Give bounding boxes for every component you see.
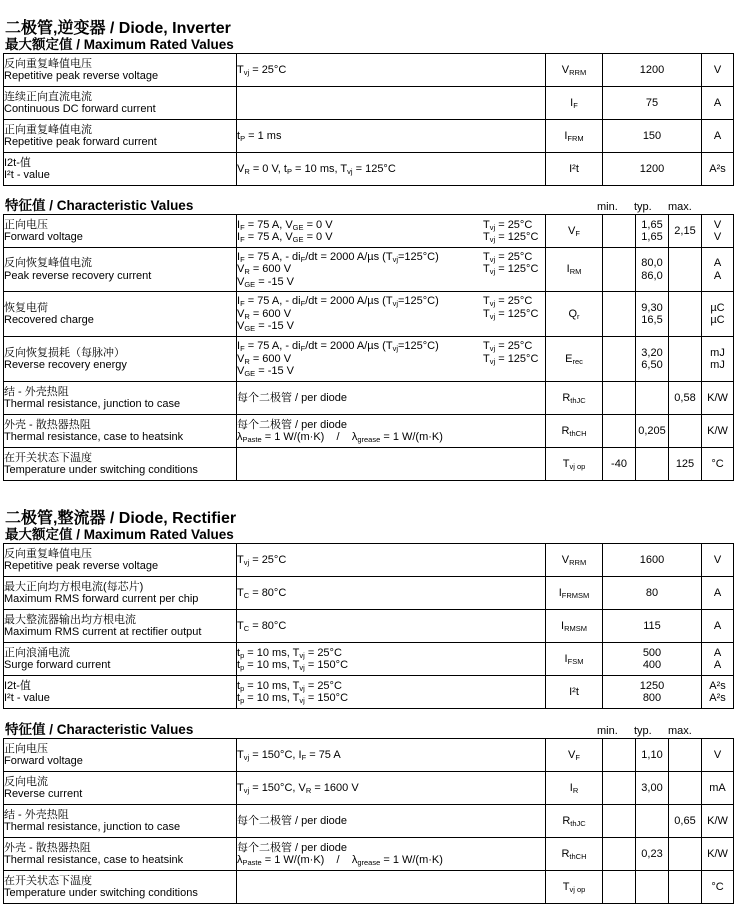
unit-cell: K/W bbox=[702, 382, 734, 415]
max-value-cell bbox=[669, 838, 702, 871]
symbol-cell: $R_{thJC}$ bbox=[546, 382, 603, 415]
parameter-cell bbox=[4, 805, 237, 838]
conditions-temperature bbox=[483, 392, 545, 404]
conditions-cell: $V_R = 0$ V, $t_P = 10$ ms, $T_{vj} = 125^\circ C$ bbox=[237, 153, 546, 186]
unit-cell: mJ mJ bbox=[702, 337, 734, 382]
parameter-name-cn: 恢复电荷 bbox=[4, 301, 48, 314]
typ-value-cell: 1,10 bbox=[636, 739, 669, 772]
unit-cell: mA bbox=[702, 772, 734, 805]
unit-cell: V V bbox=[702, 215, 734, 248]
conditions-cell bbox=[237, 337, 546, 382]
parameter-name-en: Reverse current bbox=[4, 788, 83, 800]
col-min-header: min. bbox=[597, 725, 618, 737]
typ-value-cell: 0,205 bbox=[636, 415, 669, 448]
parameter-name-cn: 在开关状态下温度 bbox=[4, 451, 92, 464]
conditions-cell: $t_p = 10$ ms, $T_{vj} = 25^\circ C$ $t_p = 10$ ms, $T_{vj} = 150^\circ C$ bbox=[237, 643, 546, 676]
parameter-cell bbox=[4, 292, 237, 337]
parameter-name-en: Thermal resistance, case to heatsink bbox=[4, 854, 184, 866]
table-row bbox=[4, 772, 734, 805]
min-value-cell bbox=[603, 772, 636, 805]
conditions-left: $T_{vj} = 150^\circ C$, $V_R = 1600$ V bbox=[237, 781, 359, 795]
parameter-cell bbox=[4, 120, 237, 153]
value-cell: 150 bbox=[603, 120, 702, 153]
typ-value-cell bbox=[636, 448, 669, 481]
char-values-title-rectifier: 特征值 / Characteristic Values bbox=[5, 722, 194, 737]
typ-value-cell bbox=[636, 805, 669, 838]
table-row bbox=[4, 382, 734, 415]
parameter-cell bbox=[4, 382, 237, 415]
parameter-cell bbox=[4, 772, 237, 805]
unit-cell: K/W bbox=[702, 838, 734, 871]
table-row bbox=[4, 838, 734, 871]
parameter-name-cn: 反向电流 bbox=[4, 775, 48, 788]
max-value-cell bbox=[669, 739, 702, 772]
symbol-cell: $T_{vj op}$ bbox=[546, 871, 603, 904]
symbol-cell: $I_{RM}$ bbox=[546, 248, 603, 292]
unit-cell: V bbox=[702, 54, 734, 87]
symbol-cell: $I_F$ bbox=[546, 87, 603, 120]
conditions-temperature bbox=[483, 782, 545, 794]
unit-cell: A²s bbox=[702, 153, 734, 186]
value-cell: 75 bbox=[603, 87, 702, 120]
conditions-cell bbox=[237, 772, 546, 805]
min-value-cell bbox=[603, 215, 636, 248]
table-row bbox=[4, 337, 734, 382]
conditions-cell: $t_p = 10$ ms, $T_{vj} = 25^\circ C$ $t_p = 10$ ms, $T_{vj} = 150^\circ C$ bbox=[237, 676, 546, 709]
conditions-temperature: $T_{vj} = 25^\circ C$ $T_{vj} = 125^\circ C$ bbox=[483, 250, 539, 277]
symbol-cell: I²t bbox=[546, 153, 603, 186]
parameter-name-en: Thermal resistance, junction to case bbox=[4, 398, 181, 410]
value-cell: 1600 bbox=[603, 544, 702, 577]
parameter-name-cn: 正向浪涌电流 bbox=[4, 646, 70, 659]
section-title-diode-inverter: 二极管,逆变器 / Diode, Inverter bbox=[5, 20, 231, 37]
conditions-cell bbox=[237, 448, 546, 481]
min-value-cell bbox=[603, 871, 636, 904]
conditions-temperature bbox=[483, 815, 545, 827]
conditions-left: $I_F = 75$ A, - $di_F/dt = 2000$ A/µs $(T_{vj}=125^\circ C)$ $V_R = 600$ V $V_{GE} = -15$ V bbox=[237, 340, 439, 379]
table-row bbox=[4, 448, 734, 481]
parameter-cell bbox=[4, 54, 237, 87]
value-cell: 1250 800 bbox=[603, 676, 702, 709]
parameter-name-cn: 结 - 外壳热阻 bbox=[4, 385, 69, 398]
table-row bbox=[4, 415, 734, 448]
parameter-name-cn: I2t-值 bbox=[4, 679, 31, 692]
parameter-name-cn: 外壳 - 散热器热阻 bbox=[4, 841, 91, 854]
table-row bbox=[4, 643, 734, 676]
conditions-left: $I_F = 75$ A, $V_{GE} = 0$ V $I_F = 75$ A, $V_{GE} = 0$ V bbox=[237, 218, 333, 244]
conditions-left: 每个二极管 / per diode $\lambda_{Paste} = 1$ W/(m·K) / $\lambda_{grease} = 1$ W/(m·K) bbox=[237, 418, 443, 444]
conditions-temperature: $T_{vj} = 25^\circ C$ $T_{vj} = 125^\circ C$ bbox=[483, 218, 539, 244]
parameter-name-cn: 反向重复峰值电压 bbox=[4, 547, 92, 560]
max-value-cell bbox=[669, 337, 702, 382]
table-row bbox=[4, 739, 734, 772]
table-row bbox=[4, 544, 734, 577]
parameter-name-cn: 正向重复峰值电流 bbox=[4, 123, 92, 136]
parameter-name-cn: 正向电压 bbox=[4, 218, 48, 231]
parameter-name-cn: I2t-值 bbox=[4, 156, 31, 169]
unit-cell: A A bbox=[702, 248, 734, 292]
parameter-cell bbox=[4, 871, 237, 904]
min-value-cell bbox=[603, 805, 636, 838]
parameter-name-cn: 反向恢复峰值电流 bbox=[4, 257, 92, 270]
parameter-name-en: Maximum RMS current at rectifier output bbox=[4, 626, 202, 638]
min-value-cell: -40 bbox=[603, 448, 636, 481]
max-value-cell bbox=[669, 415, 702, 448]
parameter-name-en: Peak reverse recovery current bbox=[4, 269, 152, 282]
max-value-cell: 2,15 bbox=[669, 215, 702, 248]
col-max-header: max. bbox=[668, 725, 692, 737]
table-row bbox=[4, 577, 734, 610]
parameter-cell bbox=[4, 248, 237, 292]
parameter-name-cn: 连续正向直流电流 bbox=[4, 90, 92, 103]
typ-value-cell: 3,20 6,50 bbox=[636, 337, 669, 382]
parameter-name-cn: 在开关状态下温度 bbox=[4, 874, 92, 887]
max-rated-table-inverter bbox=[3, 53, 734, 186]
min-value-cell bbox=[603, 292, 636, 337]
symbol-cell: $I_{FSM}$ bbox=[546, 643, 603, 676]
parameter-cell bbox=[4, 643, 237, 676]
typ-value-cell: 80,0 86,0 bbox=[636, 248, 669, 292]
unit-cell: V bbox=[702, 739, 734, 772]
parameter-name-cn: 正向电压 bbox=[4, 742, 48, 755]
table-row bbox=[4, 54, 734, 87]
unit-cell: A bbox=[702, 87, 734, 120]
conditions-temperature: $T_{vj} = 25^\circ C$ $T_{vj} = 125^\circ C$ bbox=[483, 340, 539, 366]
symbol-cell: $V_{RRM}$ bbox=[546, 54, 603, 87]
conditions-cell: $T_{vj} = 25^\circ C$ bbox=[237, 54, 546, 87]
conditions-cell bbox=[237, 382, 546, 415]
parameter-name-en: Surge forward current bbox=[4, 659, 111, 671]
symbol-cell: $V_F$ bbox=[546, 215, 603, 248]
parameter-name-cn: 外壳 - 散热器热阻 bbox=[4, 418, 91, 431]
unit-cell: K/W bbox=[702, 415, 734, 448]
conditions-left: $I_F = 75$ A, - $di_F/dt = 2000$ A/µs $(T_{vj}=125^\circ C)$ $V_R = 600$ V $V_{GE} = -15$ V bbox=[237, 250, 439, 289]
conditions-temperature: $T_{vj} = 25^\circ C$ $T_{vj} = 125^\circ C$ bbox=[483, 295, 539, 321]
section-title-diode-rectifier: 二极管,整流器 / Diode, Rectifier bbox=[5, 510, 237, 527]
symbol-cell: $R_{thCH}$ bbox=[546, 838, 603, 871]
typ-value-cell: 3,00 bbox=[636, 772, 669, 805]
symbol-cell: $V_F$ bbox=[546, 739, 603, 772]
table-row bbox=[4, 215, 734, 248]
symbol-cell: $Q_r$ bbox=[546, 292, 603, 337]
conditions-cell bbox=[237, 739, 546, 772]
parameter-cell bbox=[4, 153, 237, 186]
conditions-cell bbox=[237, 838, 546, 871]
table-row bbox=[4, 87, 734, 120]
parameter-cell bbox=[4, 448, 237, 481]
parameter-name-cn: 最大整流器输出均方根电流 bbox=[4, 613, 136, 626]
symbol-cell: I²t bbox=[546, 676, 603, 709]
parameter-name-en: Repetitive peak reverse voltage bbox=[4, 70, 159, 82]
parameter-name-en: Temperature under switching conditions bbox=[4, 887, 198, 899]
conditions-cell: $T_{vj} = 25^\circ C$ bbox=[237, 544, 546, 577]
max-value-cell bbox=[669, 248, 702, 292]
typ-value-cell bbox=[636, 871, 669, 904]
col-min-header: min. bbox=[597, 201, 618, 213]
parameter-name-en: Maximum RMS forward current per chip bbox=[4, 593, 199, 605]
unit-cell: A²s A²s bbox=[702, 676, 734, 709]
value-cell: 1200 bbox=[603, 54, 702, 87]
col-max-header: max. bbox=[668, 201, 692, 213]
conditions-temperature bbox=[483, 749, 545, 761]
unit-cell: A bbox=[702, 610, 734, 643]
table-row bbox=[4, 248, 734, 292]
max-value-cell bbox=[669, 772, 702, 805]
unit-cell: °C bbox=[702, 871, 734, 904]
typ-value-cell bbox=[636, 382, 669, 415]
table-row bbox=[4, 805, 734, 838]
symbol-cell: $R_{thCH}$ bbox=[546, 415, 603, 448]
parameter-name-cn: 结 - 外壳热阻 bbox=[4, 808, 69, 821]
max-value-cell bbox=[669, 871, 702, 904]
parameter-name-en: I²t - value bbox=[4, 169, 50, 181]
max-rated-title-rectifier: 最大额定值 / Maximum Rated Values bbox=[5, 527, 234, 542]
parameter-name-en: Temperature under switching conditions bbox=[4, 464, 198, 476]
parameter-cell bbox=[4, 838, 237, 871]
conditions-left: 每个二极管 / per diode bbox=[237, 391, 348, 404]
table-row bbox=[4, 120, 734, 153]
parameter-cell bbox=[4, 577, 237, 610]
symbol-cell: $R_{thJC}$ bbox=[546, 805, 603, 838]
conditions-cell bbox=[237, 215, 546, 248]
max-value-cell: 0,65 bbox=[669, 805, 702, 838]
unit-cell: V bbox=[702, 544, 734, 577]
conditions-left: $T_{vj} = 150^\circ C$, $I_F = 75$ A bbox=[237, 748, 341, 762]
table-row bbox=[4, 292, 734, 337]
unit-cell: °C bbox=[702, 448, 734, 481]
min-value-cell bbox=[603, 248, 636, 292]
max-rated-table-rectifier bbox=[3, 543, 734, 709]
conditions-cell bbox=[237, 87, 546, 120]
char-values-table-rectifier bbox=[3, 738, 734, 904]
conditions-left: 每个二极管 / per diode bbox=[237, 814, 348, 827]
conditions-left: $I_F = 75$ A, - $di_F/dt = 2000$ A/µs $(T_{vj}=125^\circ C)$ $V_R = 600$ V $V_{GE} = -15$ V bbox=[237, 295, 439, 334]
parameter-cell bbox=[4, 337, 237, 382]
symbol-cell: $I_{FRMSM}$ bbox=[546, 577, 603, 610]
conditions-left: 每个二极管 / per diode $\lambda_{Paste} = 1$ W/(m·K) / $\lambda_{grease} = 1$ W/(m·K) bbox=[237, 841, 443, 867]
parameter-cell bbox=[4, 739, 237, 772]
conditions-cell bbox=[237, 871, 546, 904]
min-value-cell bbox=[603, 337, 636, 382]
symbol-cell: $E_{rec}$ bbox=[546, 337, 603, 382]
parameter-name-cn: 反向恢复损耗（每脉冲） bbox=[4, 346, 125, 359]
parameter-name-en: Recovered charge bbox=[4, 314, 94, 326]
value-cell: 115 bbox=[603, 610, 702, 643]
conditions-temperature bbox=[483, 842, 545, 867]
symbol-cell: $I_R$ bbox=[546, 772, 603, 805]
parameter-name-en: Thermal resistance, case to heatsink bbox=[4, 431, 184, 443]
conditions-cell: $T_C = 80^\circ C$ bbox=[237, 610, 546, 643]
char-values-table-inverter bbox=[3, 214, 734, 481]
col-typ-header: typ. bbox=[634, 201, 652, 213]
min-value-cell bbox=[603, 739, 636, 772]
conditions-cell: $t_P = 1$ ms bbox=[237, 120, 546, 153]
symbol-cell: $I_{RMSM}$ bbox=[546, 610, 603, 643]
conditions-cell bbox=[237, 292, 546, 337]
parameter-cell bbox=[4, 415, 237, 448]
parameter-cell bbox=[4, 87, 237, 120]
conditions-cell bbox=[237, 248, 546, 292]
typ-value-cell: 1,65 1,65 bbox=[636, 215, 669, 248]
table-row bbox=[4, 871, 734, 904]
col-typ-header: typ. bbox=[634, 725, 652, 737]
parameter-cell bbox=[4, 610, 237, 643]
typ-value-cell: 9,30 16,5 bbox=[636, 292, 669, 337]
max-value-cell bbox=[669, 292, 702, 337]
min-value-cell bbox=[603, 415, 636, 448]
unit-cell: µC µC bbox=[702, 292, 734, 337]
parameter-name-en: Forward voltage bbox=[4, 231, 83, 243]
parameter-name-en: Continuous DC forward current bbox=[4, 103, 156, 115]
value-cell: 80 bbox=[603, 577, 702, 610]
conditions-temperature bbox=[483, 419, 545, 444]
symbol-cell: $T_{vj op}$ bbox=[546, 448, 603, 481]
min-value-cell bbox=[603, 838, 636, 871]
max-rated-title-inverter: 最大额定值 / Maximum Rated Values bbox=[5, 37, 234, 52]
conditions-cell bbox=[237, 415, 546, 448]
value-cell: 500 400 bbox=[603, 643, 702, 676]
parameter-name-en: Reverse recovery energy bbox=[4, 359, 127, 371]
min-value-cell bbox=[603, 382, 636, 415]
parameter-name-cn: 最大正向均方根电流(每芯片) bbox=[4, 580, 144, 593]
unit-cell: A bbox=[702, 577, 734, 610]
value-cell: 1200 bbox=[603, 153, 702, 186]
unit-cell: A bbox=[702, 120, 734, 153]
parameter-cell bbox=[4, 544, 237, 577]
symbol-cell: $V_{RRM}$ bbox=[546, 544, 603, 577]
unit-cell: K/W bbox=[702, 805, 734, 838]
char-values-title-inverter: 特征值 / Characteristic Values bbox=[5, 198, 194, 213]
table-row bbox=[4, 153, 734, 186]
parameter-name-en: Repetitive peak forward current bbox=[4, 136, 157, 148]
table-row bbox=[4, 610, 734, 643]
parameter-name-en: Repetitive peak reverse voltage bbox=[4, 560, 159, 572]
parameter-name-en: I²t - value bbox=[4, 692, 50, 704]
typ-value-cell: 0,23 bbox=[636, 838, 669, 871]
table-row bbox=[4, 676, 734, 709]
parameter-name-en: Thermal resistance, junction to case bbox=[4, 821, 181, 833]
parameter-cell bbox=[4, 215, 237, 248]
conditions-cell: $T_C = 80^\circ C$ bbox=[237, 577, 546, 610]
parameter-name-en: Forward voltage bbox=[4, 755, 83, 767]
parameter-cell bbox=[4, 676, 237, 709]
symbol-cell: $I_{FRM}$ bbox=[546, 120, 603, 153]
max-value-cell: 0,58 bbox=[669, 382, 702, 415]
max-value-cell: 125 bbox=[669, 448, 702, 481]
unit-cell: A A bbox=[702, 643, 734, 676]
conditions-cell bbox=[237, 805, 546, 838]
parameter-name-cn: 反向重复峰值电压 bbox=[4, 57, 92, 70]
